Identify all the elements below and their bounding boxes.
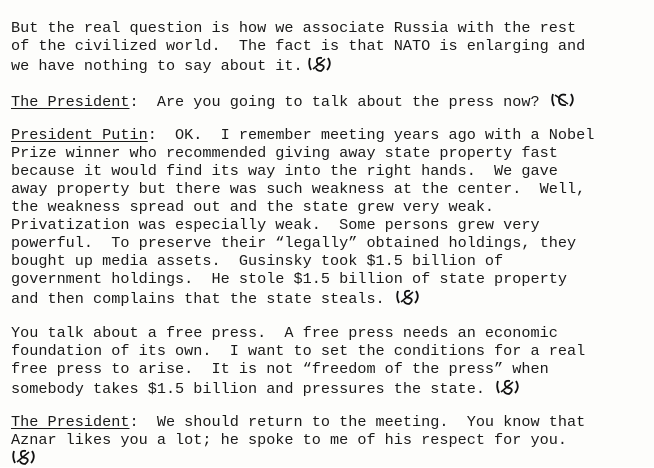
text-line: But the real question is how we associate Russia with the rest [11,19,577,37]
speaker-label: President Putin [11,126,148,144]
text-line: because it would find its way into the right hands. We gave [11,162,558,180]
text-line: Privatization was especially weak. Some persons grew very [11,216,540,234]
text-line: of the civilized world. The fact is that NATO is enlarging and [11,37,586,55]
text-line: powerful. To preserve their “legally” obtained holdings, they [11,234,577,252]
text-segment: : Are you going to talk about the press now? [129,93,540,111]
text-line: Aznar likes you a lot; he spoke to me of his respect for you. [11,431,567,449]
text-line [11,448,37,468]
text-line: government holdings. He stole $1.5 billion of state property [11,270,567,288]
text-line [11,126,594,144]
text-line [11,91,576,111]
classification-marking-secret [395,288,421,306]
text-line [11,378,521,398]
text-line: free press to arise. It is not “freedom of the press” when [11,360,549,378]
classification-marking-secret [11,448,37,466]
text-segment: and then complains that the state steals. [11,290,385,308]
text-segment: we have nothing to say about it. [11,57,303,75]
text-line: the weakness spread out and the state grew very weak. [11,198,495,216]
text-line: bought up media assets. Gusinsky took $1.5 billion of [11,252,504,270]
text-segment: somebody takes $1.5 billion and pressures the state. [11,380,485,398]
classification-marking-confidential [550,91,576,109]
text-line: You talk about a free press. A free press needs an economic [11,324,558,342]
speaker-label: The President [11,93,130,111]
classification-marking-secret [495,378,521,396]
text-line [11,413,585,431]
text-line: away property but there was such weakness at the center. Well, [11,180,586,198]
speaker-label: The President [11,413,130,431]
text-line: Prize winner who recommended giving away state property fast [11,144,558,162]
classification-marking-secret [307,55,333,73]
text-line [11,55,333,75]
text-segment: : We should return to the meeting. You know that [129,413,586,431]
text-line [11,288,421,308]
text-line: foundation of its own. I want to set the conditions for a real [11,342,586,360]
text-segment: : OK. I remember meeting years ago with a Nobel [147,126,595,144]
